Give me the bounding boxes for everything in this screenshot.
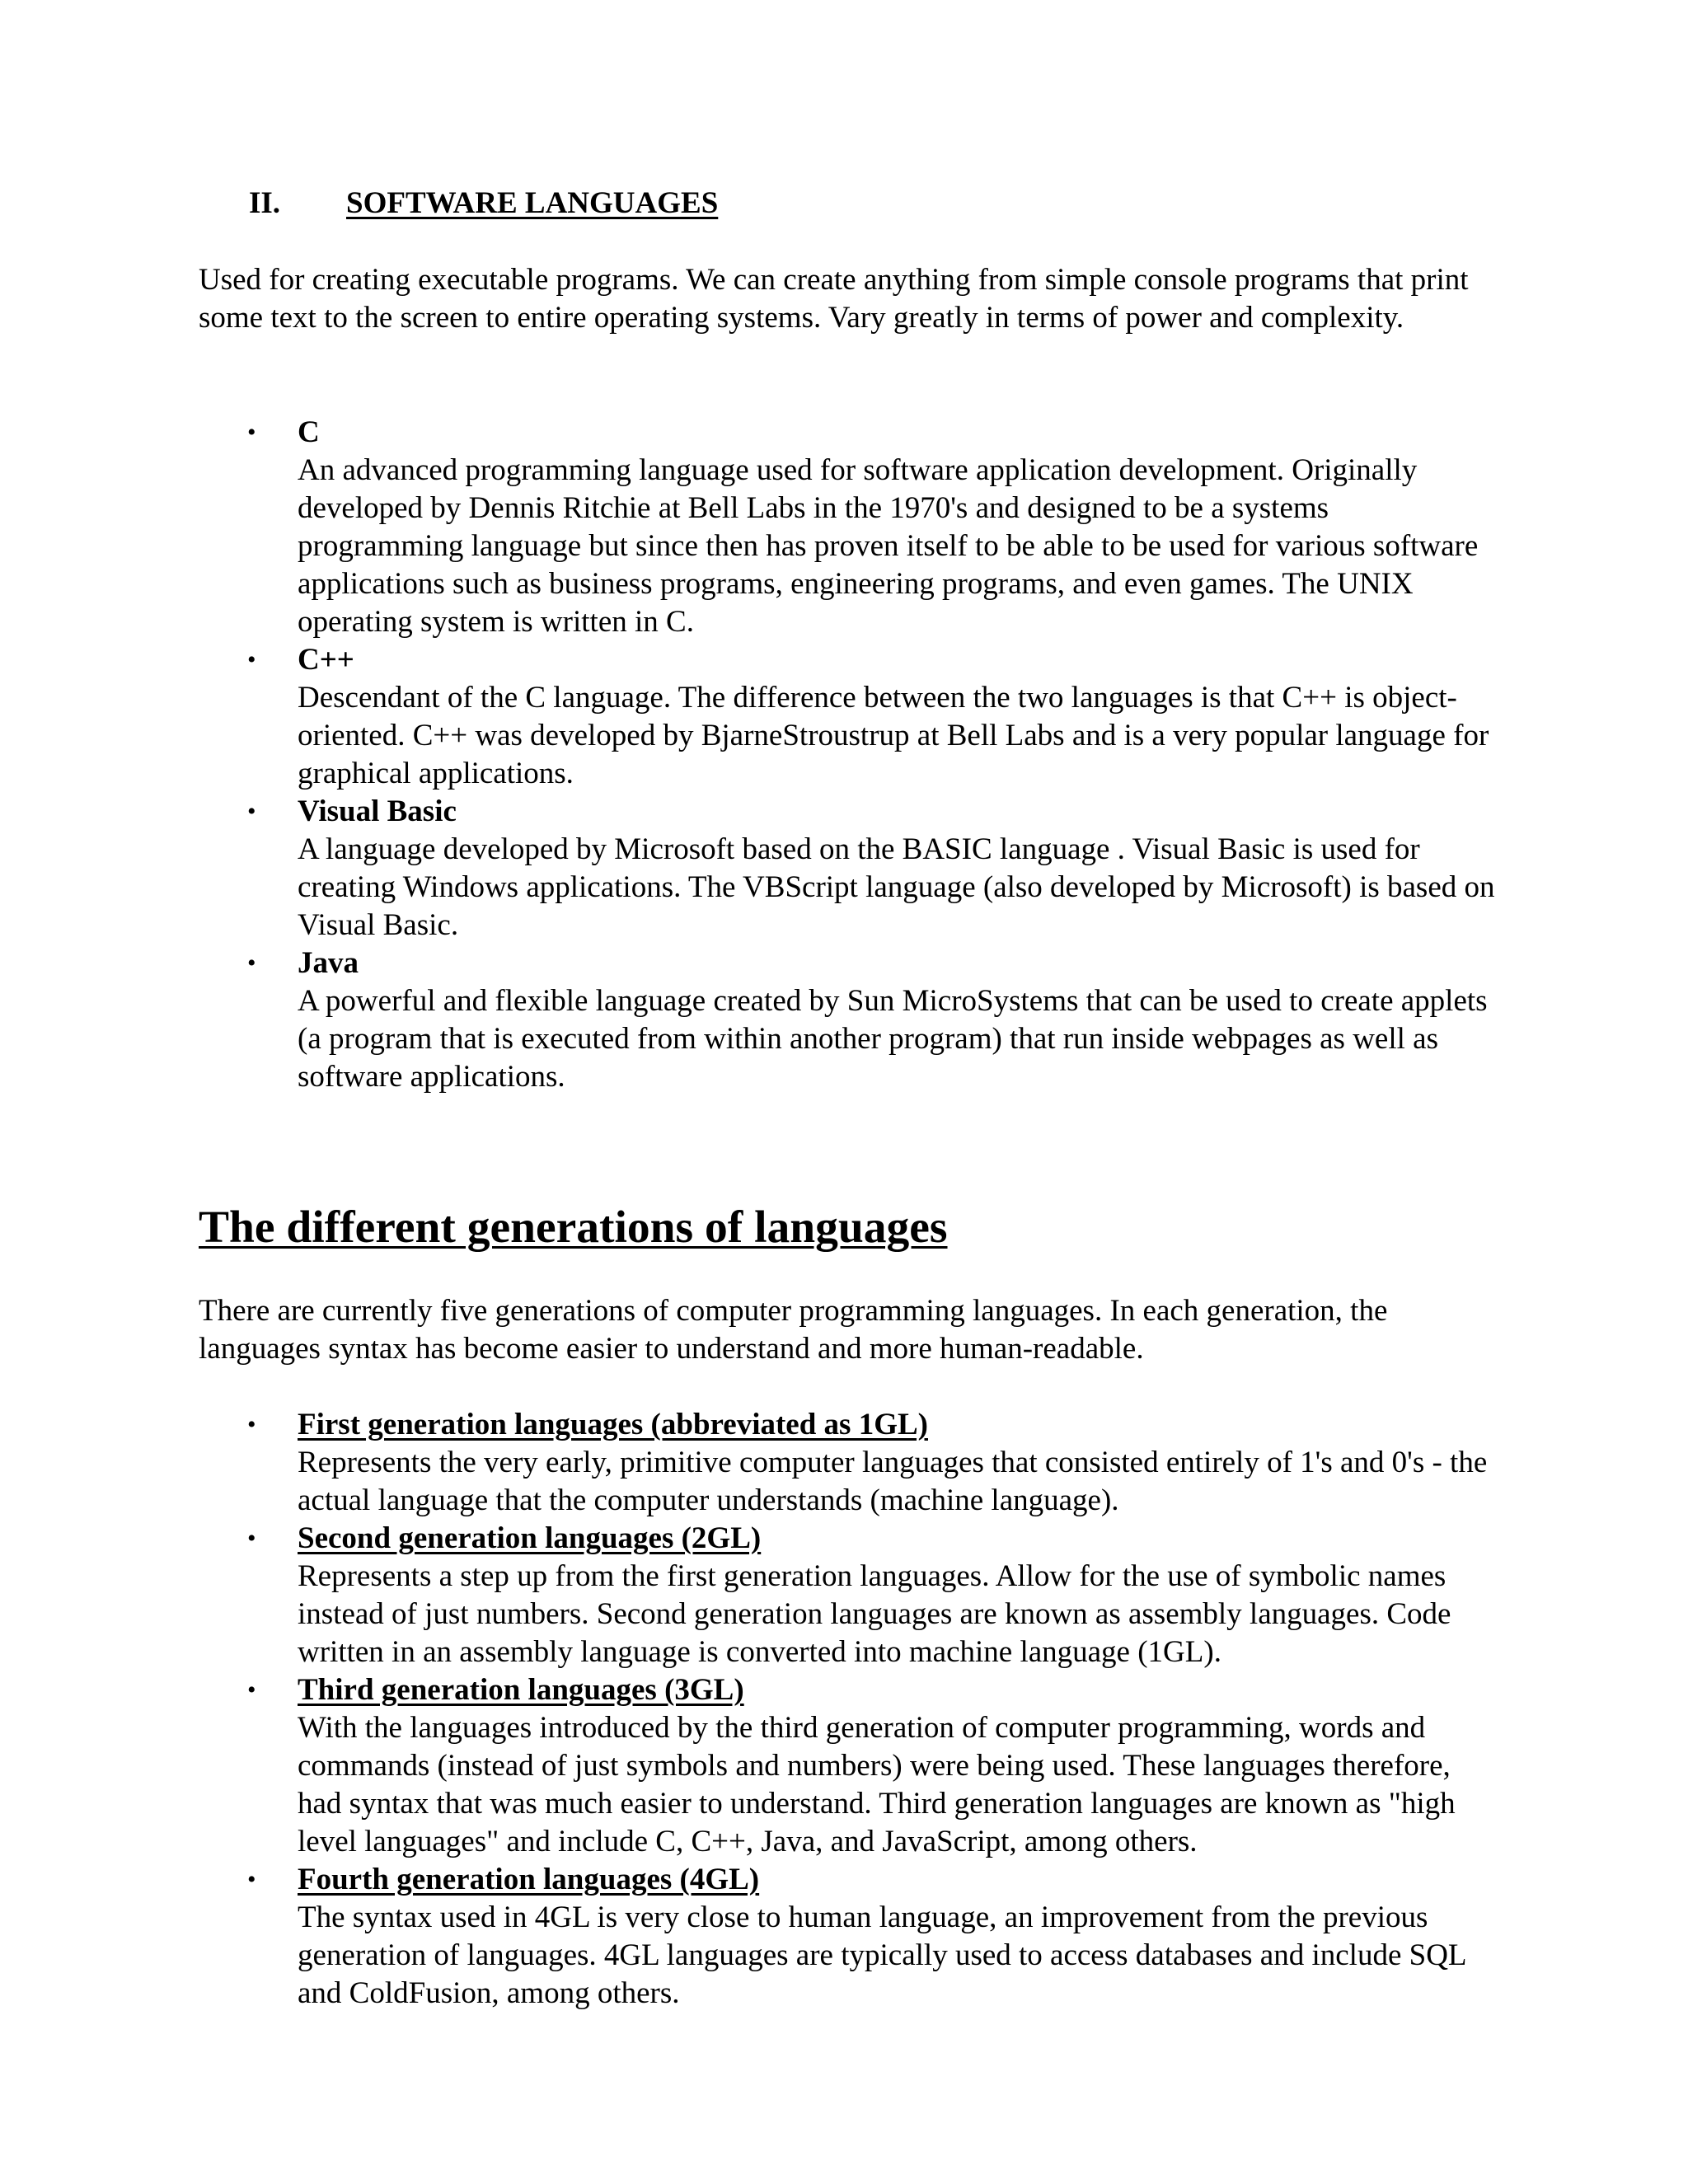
bullet-icon: • <box>247 419 256 446</box>
language-title: C++ <box>298 643 354 677</box>
bullet-icon: • <box>247 646 256 673</box>
bullet-icon: • <box>247 949 256 977</box>
bullet-icon: • <box>247 1525 256 1552</box>
generation-title: Fourth generation languages (4GL) <box>298 1863 760 1896</box>
generation-description: Represents a step up from the first generation languages. Allow for the use of symbolic names instead of just numbers. Second generation languages are known as assembly languages. Code written in an assembly language is converted into machine language (1GL). <box>298 1559 1451 1669</box>
bullet-icon: • <box>247 798 256 825</box>
bullet-icon: • <box>247 1411 256 1438</box>
generation-description: With the languages introduced by the third generation of computer programming, words and commands (instead of just symbols and numbers) were being used. These languages therefore, had syntax that was much easier to understand. Third generation languages are known as "high level languages" and include C, C++, Java, and JavaScript, among others. <box>298 1711 1456 1858</box>
language-description: An advanced programming language used for software application development. Originally developed by Dennis Ritchie at Bell Labs in the 1970's and designed to be a systems programming language but since then has proven itself to be able to be used for various software applications such as business programs, engineering programs, and even games. The UNIX operating system is written in C. <box>298 453 1479 639</box>
list-item-1gl <box>0 1406 1517 1520</box>
section-number: II. <box>249 186 281 220</box>
list-item-cpp <box>0 641 1517 793</box>
list-item-visual-basic <box>0 793 1517 944</box>
languages-list <box>0 414 1517 1096</box>
generation-description: The syntax used in 4GL is very close to human language, an improvement from the previous generation of languages. 4GL languages are typically used to access databases and include SQL and ColdFusion, among others. <box>298 1900 1466 2010</box>
generation-title: First generation languages (abbreviated as 1GL) <box>298 1408 928 1441</box>
bullet-icon: • <box>247 1866 256 1893</box>
language-title: Java <box>298 946 359 980</box>
generation-description: Represents the very early, primitive computer languages that consisted entirely of 1's and 0's - the actual language that the computer understands (machine language). <box>298 1446 1488 1517</box>
list-item-c <box>0 414 1517 641</box>
language-description: A language developed by Microsoft based on the BASIC language . Visual Basic is used for creating Windows applications. The VBScript language (also developed by Microsoft) is based on Visual Basic. <box>298 832 1495 942</box>
list-item-4gl <box>0 1861 1517 2013</box>
list-item-2gl <box>0 1520 1517 1671</box>
language-title: C <box>298 415 320 449</box>
list-item-java <box>0 944 1517 1096</box>
generations-list <box>0 1406 1517 2013</box>
section-intro: Used for creating executable programs. We can create anything from simple console programs that print some text to the screen to entire operating systems. Vary greatly in terms of power and complexity. <box>199 263 1469 335</box>
generation-title: Second generation languages (2GL) <box>298 1521 762 1555</box>
list-item-3gl <box>0 1671 1517 1861</box>
bullet-icon: • <box>247 1676 256 1704</box>
generations-intro: There are currently five generations of computer programming languages. In each generation, the languages syntax has become easier to understand and more human-readable. <box>199 1294 1388 1366</box>
generations-heading: The different generations of languages <box>199 1202 948 1253</box>
generation-title: Third generation languages (3GL) <box>298 1673 744 1707</box>
section-heading <box>249 185 718 223</box>
language-description: A powerful and flexible language created by Sun MicroSystems that can be used to create applets (a program that is executed from within another program) that run inside webpages as well as software applications. <box>298 984 1488 1094</box>
language-description: Descendant of the C language. The difference between the two languages is that C++ is object-oriented. C++ was developed by BjarneStroustrup at Bell Labs and is a very popular language for graphical applications. <box>298 681 1489 790</box>
language-title: Visual Basic <box>298 794 457 828</box>
section-title: SOFTWARE LANGUAGES <box>346 186 719 220</box>
